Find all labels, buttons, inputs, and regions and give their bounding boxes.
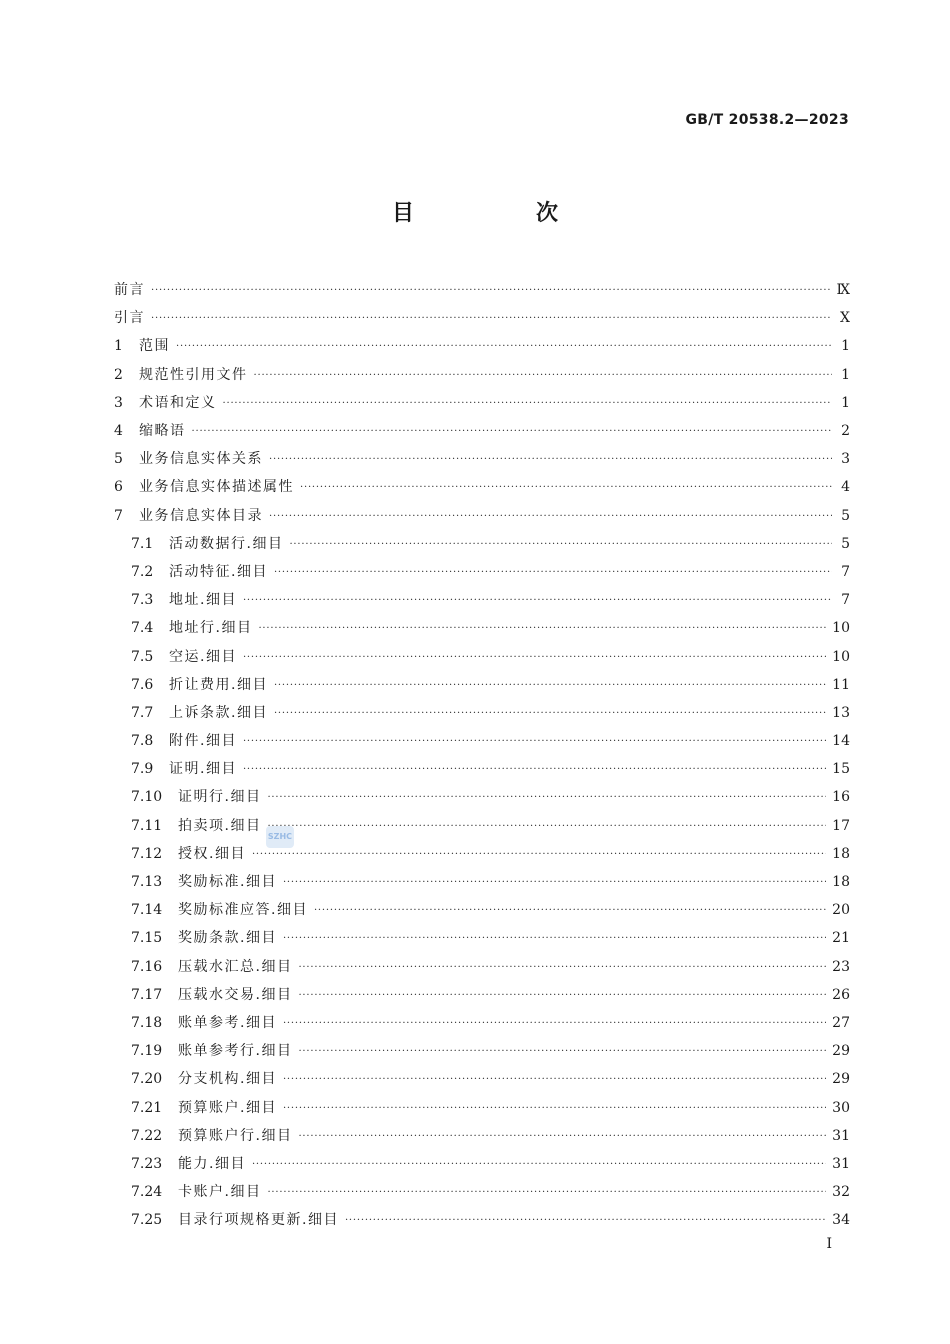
toc-entry-label: 预算账户.细目 (178, 1099, 277, 1116)
toc-entry-number: 7.9 (131, 761, 154, 778)
toc-entry-page: 30 (832, 1099, 850, 1116)
toc-entry-label: 活动特征.细目 (169, 563, 268, 580)
toc-entry-page: 29 (832, 1043, 850, 1060)
dot-leader (274, 671, 826, 699)
toc-entry-label: 规范性引用文件 (139, 366, 248, 383)
toc-entry-label: 前言 (114, 282, 145, 299)
toc-entry[interactable] (114, 924, 850, 952)
toc-entry-page: 10 (832, 648, 850, 665)
toc-entry-page: 32 (832, 1184, 850, 1201)
dot-leader (298, 953, 826, 981)
toc-entry-page: 31 (832, 1127, 850, 1144)
toc-entry[interactable] (114, 755, 850, 783)
toc-entry-label: 业务信息实体关系 (139, 451, 263, 468)
toc-entry[interactable] (114, 1093, 850, 1121)
toc-entry-label: 引言 (114, 310, 145, 327)
toc-entry[interactable] (114, 1037, 850, 1065)
toc-entry-label: 授权.细目 (178, 845, 246, 862)
toc-entry-label: 奖励标准应答.细目 (178, 902, 308, 919)
toc-entry[interactable] (114, 1009, 850, 1037)
toc-entry-page: 18 (832, 845, 850, 862)
toc-entry-number: 7.16 (131, 958, 163, 975)
toc-entry[interactable] (114, 332, 850, 360)
toc-entry[interactable] (114, 445, 850, 473)
toc-entry-number: 7.2 (131, 563, 154, 580)
dot-leader (283, 1009, 826, 1037)
toc-entry[interactable] (114, 896, 850, 924)
dot-leader (274, 699, 826, 727)
dot-leader (243, 727, 826, 755)
toc-entry-label: 术语和定义 (139, 394, 217, 411)
toc-entry-number: 5 (114, 451, 123, 468)
toc-entry-page: 21 (832, 930, 850, 947)
toc-entry[interactable] (114, 981, 850, 1009)
dot-leader (283, 924, 826, 952)
dot-leader (345, 1206, 826, 1234)
toc-entry-page: 13 (832, 704, 850, 721)
toc-entry[interactable] (114, 502, 850, 530)
toc-entry-page: 10 (832, 620, 850, 637)
dot-leader (252, 840, 826, 868)
toc-entry-label: 活动数据行.细目 (169, 535, 284, 552)
toc-entry[interactable] (114, 642, 850, 670)
toc-entry[interactable] (114, 953, 850, 981)
toc-entry-number: 1 (114, 338, 123, 355)
dot-leader (283, 1065, 826, 1093)
toc-entry-number: 7.10 (131, 789, 163, 806)
toc-entry-number: 2 (114, 366, 123, 383)
toc-entry-number: 7.11 (131, 817, 163, 834)
toc-entry-label: 奖励标准.细目 (178, 874, 277, 891)
toc-entry-label: 业务信息实体描述属性 (139, 479, 294, 496)
toc-entry[interactable] (114, 276, 850, 304)
toc-entry-label: 上诉条款.细目 (169, 704, 268, 721)
toc-entry[interactable] (114, 1122, 850, 1150)
dot-leader (298, 1037, 826, 1065)
toc-entry-page: 27 (832, 1014, 850, 1031)
toc-entry-page: 1 (841, 366, 850, 383)
toc-entry-number: 7.12 (131, 845, 163, 862)
toc-entry-label: 目录行项规格更新.细目 (178, 1212, 339, 1229)
toc-entry-number: 7.25 (131, 1212, 163, 1229)
toc-entry[interactable] (114, 840, 850, 868)
toc-entry[interactable] (114, 671, 850, 699)
toc-entry-page: 20 (832, 902, 850, 919)
toc-entry[interactable] (114, 473, 850, 501)
dot-leader (267, 812, 826, 840)
toc-entry-page: 29 (832, 1071, 850, 1088)
toc-entry-label: 地址行.细目 (169, 620, 253, 637)
toc-entry-number: 6 (114, 479, 123, 496)
toc-entry-number: 7.18 (131, 1014, 163, 1031)
dot-leader (151, 276, 830, 304)
toc-entry-page: 1 (841, 338, 850, 355)
toc-entry[interactable] (114, 558, 850, 586)
dot-leader (283, 868, 826, 896)
dot-leader (267, 783, 826, 811)
toc-entry-page: 11 (832, 676, 850, 693)
toc-entry-label: 缩略语 (139, 423, 186, 440)
toc-entry-number: 7 (114, 507, 123, 524)
toc-entry-page: 5 (841, 535, 850, 552)
toc-entry-page: 17 (832, 817, 850, 834)
toc-entry-number: 7.15 (131, 930, 163, 947)
toc-entry-label: 地址.细目 (169, 592, 237, 609)
toc-entry[interactable] (114, 812, 850, 840)
dot-leader (192, 417, 833, 445)
toc-entry-label: 预算账户行.细目 (178, 1127, 293, 1144)
dot-leader (269, 445, 832, 473)
toc-entry-number: 7.19 (131, 1043, 163, 1060)
toc-entry-label: 压载水交易.细目 (178, 986, 293, 1003)
toc-entry-number: 7.14 (131, 902, 163, 919)
toc-entry-number: 4 (114, 423, 123, 440)
toc-entry[interactable] (114, 586, 850, 614)
toc-entry-label: 能力.细目 (178, 1155, 246, 1172)
toc-entry-label: 账单参考行.细目 (178, 1043, 293, 1060)
toc-entry-page: 31 (832, 1155, 850, 1172)
footer-page-number: I (826, 1236, 832, 1252)
toc-entry-page: 3 (841, 451, 850, 468)
toc-entry-page: 7 (841, 592, 850, 609)
toc-entry[interactable] (114, 783, 850, 811)
toc-entry[interactable] (114, 1065, 850, 1093)
toc-entry-number: 7.13 (131, 874, 163, 891)
toc-entry[interactable] (114, 1150, 850, 1178)
dot-leader (283, 1094, 826, 1122)
toc-entry-label: 折让费用.细目 (169, 676, 268, 693)
toc-entry-page: Ⅹ (840, 310, 850, 327)
toc-entry-number: 7.22 (131, 1127, 163, 1144)
toc-entry[interactable] (114, 361, 850, 389)
toc-entry-number: 7.20 (131, 1071, 163, 1088)
dot-leader (243, 755, 826, 783)
toc-entry-label: 压载水汇总.细目 (178, 958, 293, 975)
toc-entry[interactable] (114, 868, 850, 896)
dot-leader (223, 389, 833, 417)
dot-leader (252, 1150, 826, 1178)
toc-entry-page: Ⅸ (836, 282, 850, 299)
toc-entry-number: 7.24 (131, 1184, 163, 1201)
toc-entry-label: 空运.细目 (169, 648, 237, 665)
toc-entry[interactable] (114, 614, 850, 642)
toc-entry[interactable] (114, 727, 850, 755)
toc-entry-page: 7 (841, 563, 850, 580)
table-of-contents (114, 276, 850, 1234)
toc-entry-number: 7.21 (131, 1099, 163, 1116)
toc-entry[interactable] (114, 304, 850, 332)
toc-entry-label: 证明.细目 (169, 761, 237, 778)
page-title: 目 次 (391, 201, 608, 226)
dot-leader (258, 614, 826, 642)
watermark-logo: SZHC (266, 826, 294, 848)
toc-entry[interactable] (114, 1178, 850, 1206)
toc-entry-number: 7.8 (131, 733, 154, 750)
toc-entry-label: 拍卖项.细目 (178, 817, 262, 834)
toc-entry-label: 奖励条款.细目 (178, 930, 277, 947)
toc-entry-number: 7.4 (131, 620, 154, 637)
dot-leader (298, 981, 826, 1009)
toc-entry-page: 15 (832, 761, 850, 778)
toc-entry-page: 1 (841, 394, 850, 411)
toc-entry-page: 4 (841, 479, 850, 496)
toc-entry-page: 34 (832, 1212, 850, 1229)
toc-entry-number: 7.23 (131, 1155, 163, 1172)
toc-entry-number: 7.6 (131, 676, 154, 693)
toc-entry[interactable] (114, 530, 850, 558)
dot-leader (243, 643, 826, 671)
toc-entry-page: 18 (832, 874, 850, 891)
dot-leader (298, 1122, 826, 1150)
toc-entry-number: 7.7 (131, 704, 154, 721)
toc-entry-label: 卡账户.细目 (178, 1184, 262, 1201)
toc-entry-page: 14 (832, 733, 850, 750)
toc-entry-label: 账单参考.细目 (178, 1014, 277, 1031)
dot-leader (300, 473, 832, 501)
dot-leader (267, 1178, 826, 1206)
dot-leader (151, 304, 832, 332)
toc-entry-number: 7.3 (131, 592, 154, 609)
toc-entry-page: 16 (832, 789, 850, 806)
toc-entry-page: 5 (841, 507, 850, 524)
dot-leader (243, 586, 832, 614)
dot-leader (176, 332, 832, 360)
toc-entry-page: 2 (841, 423, 850, 440)
toc-entry[interactable] (114, 417, 850, 445)
dot-leader (289, 530, 832, 558)
dot-leader (269, 502, 832, 530)
toc-entry-number: 7.17 (131, 986, 163, 1003)
toc-entry-number: 7.5 (131, 648, 154, 665)
toc-entry-number: 3 (114, 394, 123, 411)
dot-leader (254, 361, 833, 389)
toc-entry-page: 23 (832, 958, 850, 975)
dot-leader (314, 896, 826, 924)
toc-entry-label: 分支机构.细目 (178, 1071, 277, 1088)
toc-entry-number: 7.1 (131, 535, 154, 552)
toc-entry[interactable] (114, 389, 850, 417)
toc-entry-page: 26 (832, 986, 850, 1003)
toc-entry[interactable] (114, 699, 850, 727)
dot-leader (274, 558, 832, 586)
toc-entry-label: 证明行.细目 (178, 789, 262, 806)
toc-entry-label: 业务信息实体目录 (139, 507, 263, 524)
standard-code: GB/T 20538.2—2023 (685, 112, 849, 128)
toc-entry-label: 附件.细目 (169, 733, 237, 750)
toc-entry-label: 范围 (139, 338, 170, 355)
toc-entry[interactable] (114, 1206, 850, 1234)
